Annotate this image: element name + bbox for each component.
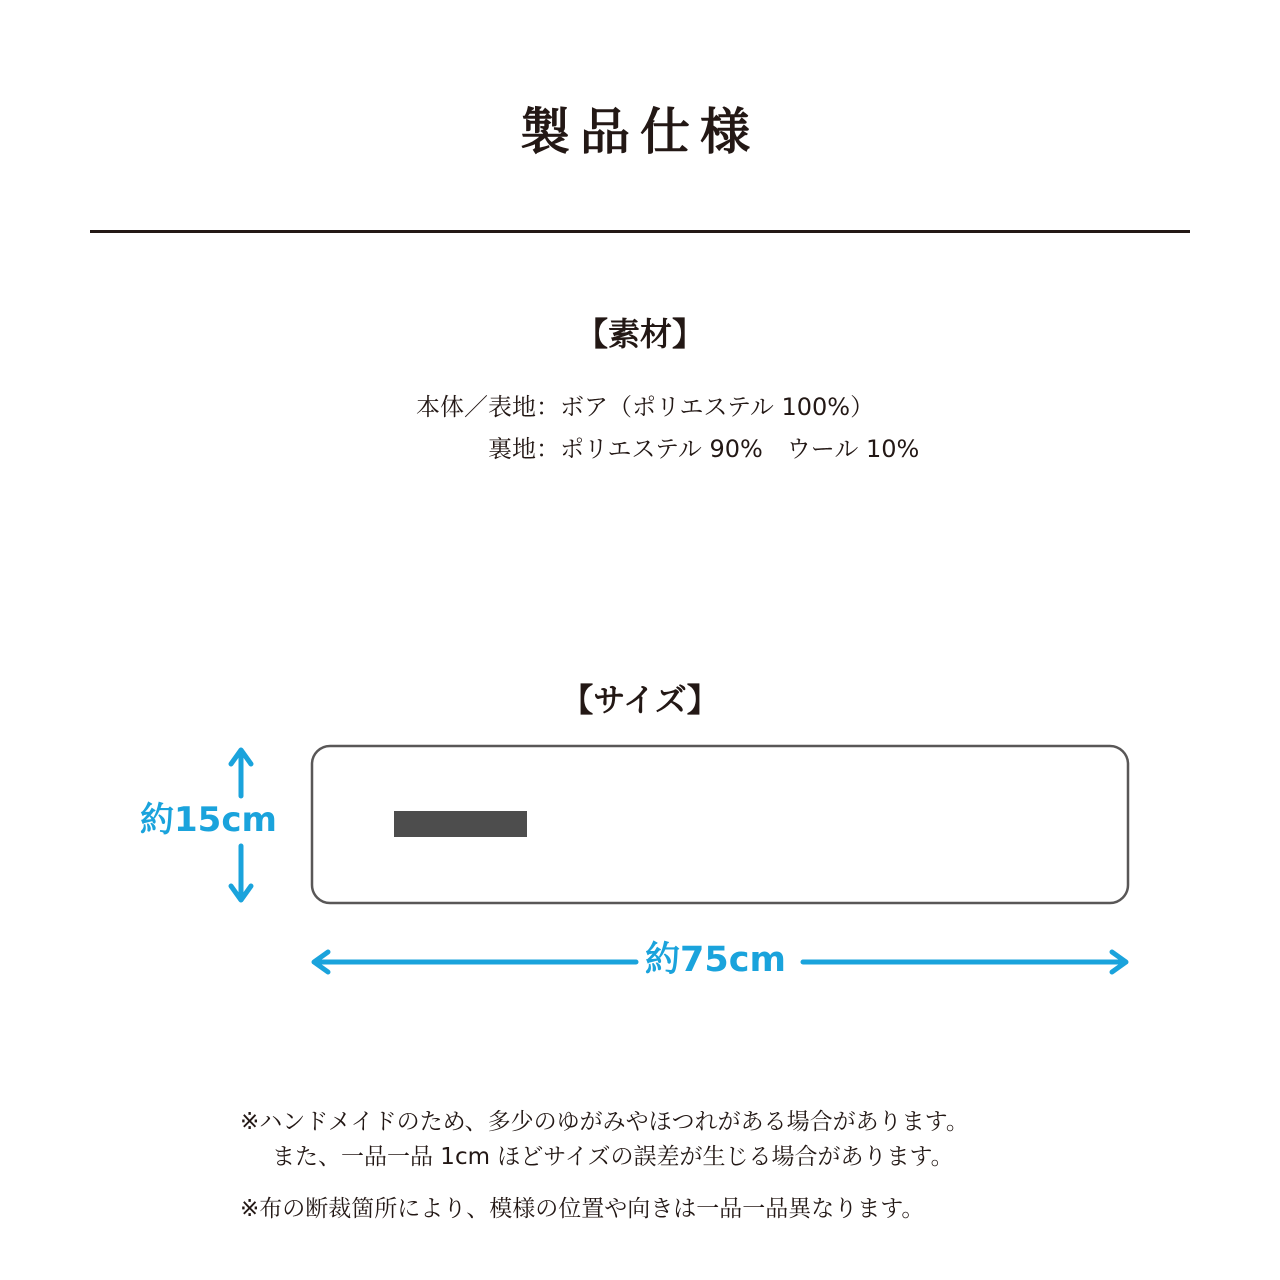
height-arrow-down (231, 846, 251, 900)
width-arrow-right (803, 952, 1126, 972)
note-pattern: ※布の断裁箇所により、模様の位置や向きは一品一品異なります。 (240, 1196, 925, 1222)
size-heading: 【サイズ】 (561, 681, 719, 719)
note-size-tolerance: また、一品一品 1cm ほどサイズの誤差が生じる場合があります。 (272, 1144, 954, 1170)
material-value: ポリエステル 90% ウール 10% (560, 435, 920, 463)
material-separator: ： (536, 393, 560, 421)
page-title: 製品仕様 (520, 103, 760, 161)
height-label: 約15cm (140, 800, 277, 840)
material-separator: ： (536, 435, 560, 463)
material-heading: 【素材】 (575, 315, 704, 353)
height-arrow-up (231, 750, 251, 796)
material-label: 裏地 (488, 435, 536, 463)
product-tag (394, 811, 527, 837)
material-label: 本体／表地 (416, 393, 536, 421)
material-value: ボア（ポリエステル 100%） (560, 393, 875, 421)
width-arrow-left (314, 952, 636, 972)
note-handmade: ※ハンドメイドのため、多少のゆがみやほつれがある場合があります。 (240, 1109, 969, 1135)
width-label: 約75cm (645, 940, 786, 980)
